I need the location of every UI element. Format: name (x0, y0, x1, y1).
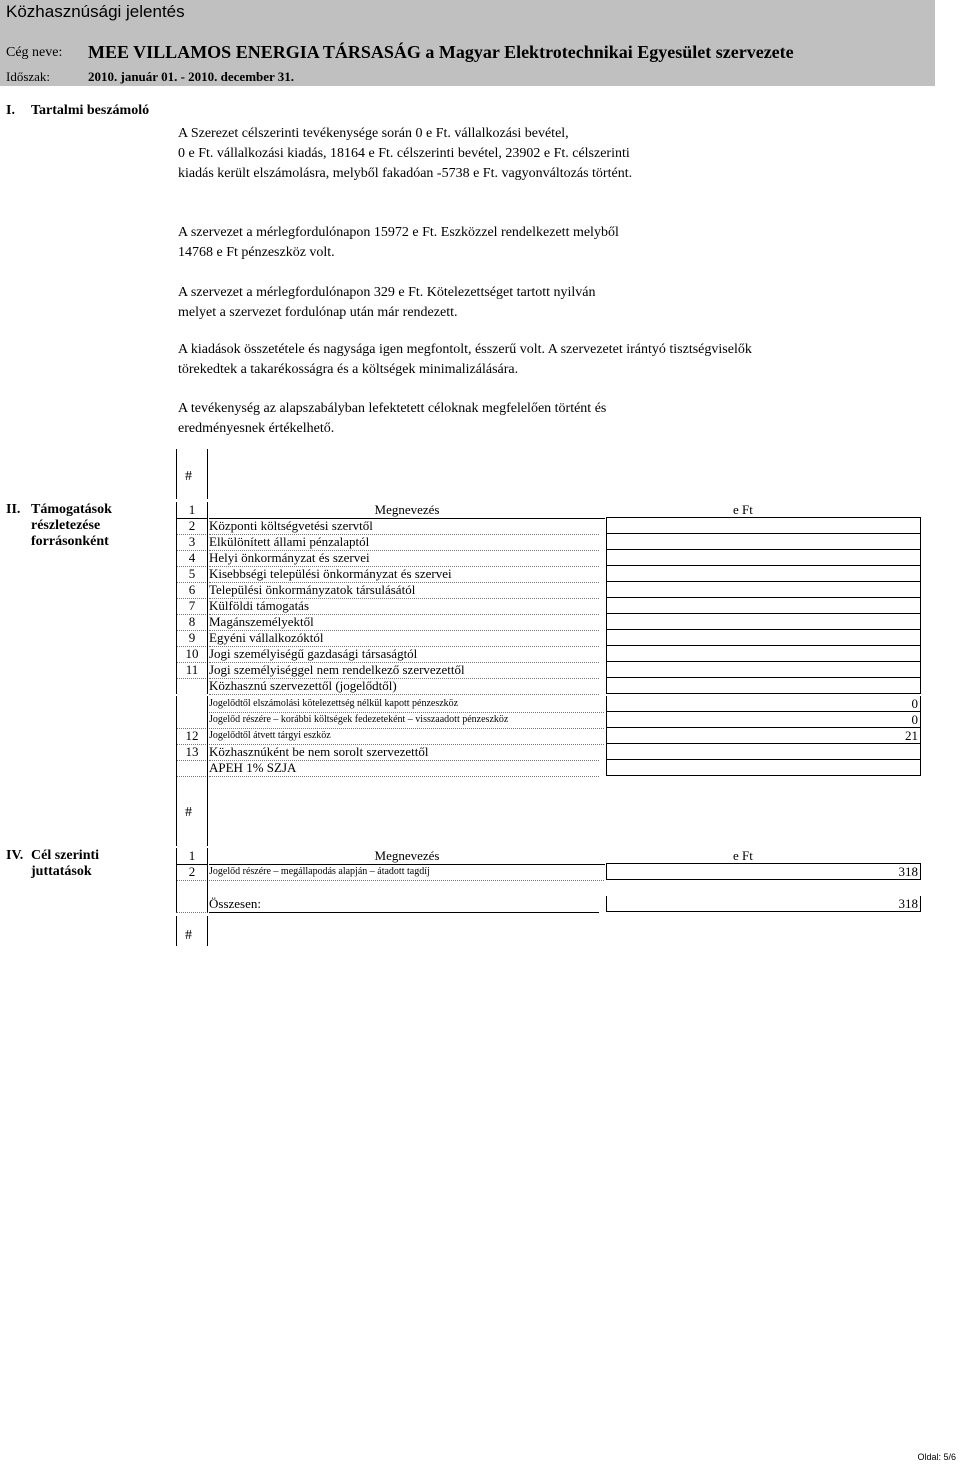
row-amount (606, 760, 921, 776)
row-amount (606, 630, 921, 646)
row-description: Magánszemélyektől (209, 614, 599, 631)
row-number (176, 678, 208, 694)
paragraph-line: A szervezet a mérlegfordulónapon 329 e Ft. Kötelezettséget tartott nyilván (178, 285, 596, 300)
period-label: Időszak: (6, 69, 51, 84)
paragraph-line: kiadás került elszámolásra, melyből fakadóan -5738 e Ft. vagyonváltozás történt. (178, 166, 633, 181)
total-label: Összesen: (209, 896, 599, 913)
section-1-title: Tartalmi beszámoló (31, 103, 150, 118)
table-row (176, 630, 923, 646)
table-header-row (176, 848, 923, 864)
table-row (176, 646, 923, 662)
row-number: 10 (176, 646, 208, 663)
table-row (176, 566, 923, 582)
row-number: 5 (176, 566, 208, 583)
table-row (176, 662, 923, 678)
row-description: Elkülönített állami pénzalaptól (209, 534, 599, 551)
table-row (176, 744, 923, 760)
row-amount (606, 534, 921, 550)
row-number: 2 (176, 518, 208, 535)
row-number: 3 (176, 534, 208, 551)
column-header-amount (606, 848, 921, 864)
row-amount (606, 550, 921, 566)
row-description: Jogelődtől átvett tárgyi eszköz (209, 728, 604, 745)
row-description: Közhasznú szervezettől (jogelődtől) (209, 678, 599, 695)
row-description: Jogi személyiséggel nem rendelkező szervezettől (209, 662, 599, 679)
row-number (176, 760, 208, 777)
table-row-blank (176, 880, 923, 896)
section-4-title-line: Cél szerinti (31, 848, 100, 863)
row-number: 2 (176, 864, 208, 881)
row-number: 1 (176, 848, 208, 865)
row-description: Külföldi támogatás (209, 598, 599, 615)
section-2-title-line: forrásonként (31, 534, 109, 549)
page-number: Oldal: 5/6 (917, 1452, 956, 1462)
amount-unit: e Ft (733, 848, 753, 863)
row-amount (606, 678, 921, 694)
amount-unit: e Ft (733, 502, 753, 517)
row-number: 13 (176, 744, 208, 761)
row-amount (606, 518, 921, 534)
hash-marker: # (185, 469, 192, 484)
row-description: Jogelőd részére – megállapodás alapján – átadott tagdíj (209, 864, 604, 881)
row-number: 9 (176, 630, 208, 647)
table-row (176, 728, 923, 744)
column-header-description: Megnevezés (209, 848, 605, 865)
row-description: Jogelődtől elszámolási kötelezettség nélkül kapott pénzeszköz (209, 696, 604, 713)
total-row (176, 896, 923, 912)
paragraph-line: A tevékenység az alapszabályban lefektetett céloknak megfelelően történt és (178, 401, 607, 416)
hash-column-middle (176, 776, 208, 846)
section-2-title-line: Támogatások (31, 502, 112, 517)
row-amount (606, 614, 921, 630)
row-description: Települési önkormányzatok társulásától (209, 582, 599, 599)
row-amount (606, 566, 921, 582)
paragraph-line: A szervezet a mérlegfordulónapon 15972 e Ft. Eszközzel rendelkezett melyből (178, 225, 619, 240)
table-row (176, 614, 923, 630)
row-number (176, 880, 208, 896)
report-title: Közhasznúsági jelentés (6, 2, 185, 21)
section-4-title-line: juttatások (31, 864, 92, 879)
table-row (176, 518, 923, 534)
row-amount (606, 646, 921, 662)
table-row (176, 582, 923, 598)
row-description: Jogi személyiségű gazdasági társaságtól (209, 646, 599, 663)
row-description: Központi költségvetési szervtől (209, 518, 599, 535)
paragraph-line: A Szerezet célszerinti tevékenysége során 0 e Ft. vállalkozási bevétel, (178, 126, 569, 141)
row-description: Közhasznúként be nem sorolt szervezettől (209, 744, 599, 761)
table-header-row (176, 502, 923, 518)
table-row (176, 864, 923, 880)
table-row (176, 712, 923, 728)
paragraph-line: eredményesnek értékelhető. (178, 421, 335, 436)
row-amount: 21 (606, 728, 921, 744)
paragraph-3 (178, 283, 596, 323)
section-4-title (31, 848, 99, 880)
section-2-title (31, 502, 112, 550)
hash-marker: # (185, 928, 192, 943)
hash-column-top (176, 449, 208, 499)
row-description: Jogelőd részére – korábbi költségek fedezeteként – visszaadott pénzeszköz (209, 712, 604, 729)
paragraph-line: melyet a szervezet fordulónap után már rendezett. (178, 305, 458, 320)
paragraph-2 (178, 223, 619, 263)
row-number (176, 696, 208, 712)
column-header-description: Megnevezés (209, 502, 605, 519)
paragraph-4 (178, 340, 752, 380)
row-description: Helyi önkormányzat és szervei (209, 550, 599, 567)
row-number (176, 712, 208, 729)
row-number: 11 (176, 662, 208, 679)
table-row (176, 534, 923, 550)
column-header-amount (606, 502, 921, 518)
table-row (176, 678, 923, 694)
paragraph-line: 14768 e Ft pénzeszköz volt. (178, 245, 335, 260)
section-2-title-line: részletezése (31, 518, 101, 533)
row-amount (606, 598, 921, 614)
section-1-number: I. (6, 103, 15, 118)
paragraph-line: 0 e Ft. vállalkozási kiadás, 18164 e Ft. célszerinti bevétel, 23902 e Ft. célszerinti (178, 146, 630, 161)
row-amount (606, 744, 921, 760)
row-number: 12 (176, 728, 208, 745)
paragraph-5 (178, 399, 606, 439)
company-label: Cég neve: (6, 45, 63, 60)
section-2-number: II. (6, 502, 21, 517)
row-number: 8 (176, 614, 208, 631)
total-amount: 318 (606, 896, 921, 912)
row-amount (606, 582, 921, 598)
paragraph-1 (178, 124, 632, 184)
row-description: APEH 1% SZJA (209, 760, 599, 777)
row-number (176, 896, 208, 913)
report-header (0, 0, 935, 86)
period-value: 2010. január 01. - 2010. december 31. (88, 69, 295, 84)
table-row (176, 550, 923, 566)
row-number: 4 (176, 550, 208, 567)
row-amount: 318 (606, 864, 921, 880)
row-number: 6 (176, 582, 208, 599)
paragraph-line: A kiadások összetétele és nagysága igen megfontolt, ésszerű volt. A szervezetet irántyó tisztségviselők (178, 342, 752, 357)
row-number: 1 (176, 502, 208, 519)
row-number: 7 (176, 598, 208, 615)
row-description: Kisebbségi települési önkormányzat és szervei (209, 566, 599, 583)
hash-marker: # (185, 805, 192, 820)
company-name: MEE VILLAMOS ENERGIA TÁRSASÁG a Magyar Elektrotechnikai Egyesület szervezete (88, 42, 794, 62)
table-row (176, 598, 923, 614)
row-amount: 0 (606, 712, 921, 728)
hash-column-bottom (176, 916, 208, 946)
table-row (176, 696, 923, 712)
row-description: Egyéni vállalkozóktól (209, 630, 599, 647)
table-row (176, 760, 923, 776)
row-amount: 0 (606, 696, 921, 712)
paragraph-line: törekedtek a takarékosságra és a költségek minimalizálására. (178, 362, 519, 377)
section-4-number: IV. (6, 848, 24, 863)
row-amount (606, 662, 921, 678)
